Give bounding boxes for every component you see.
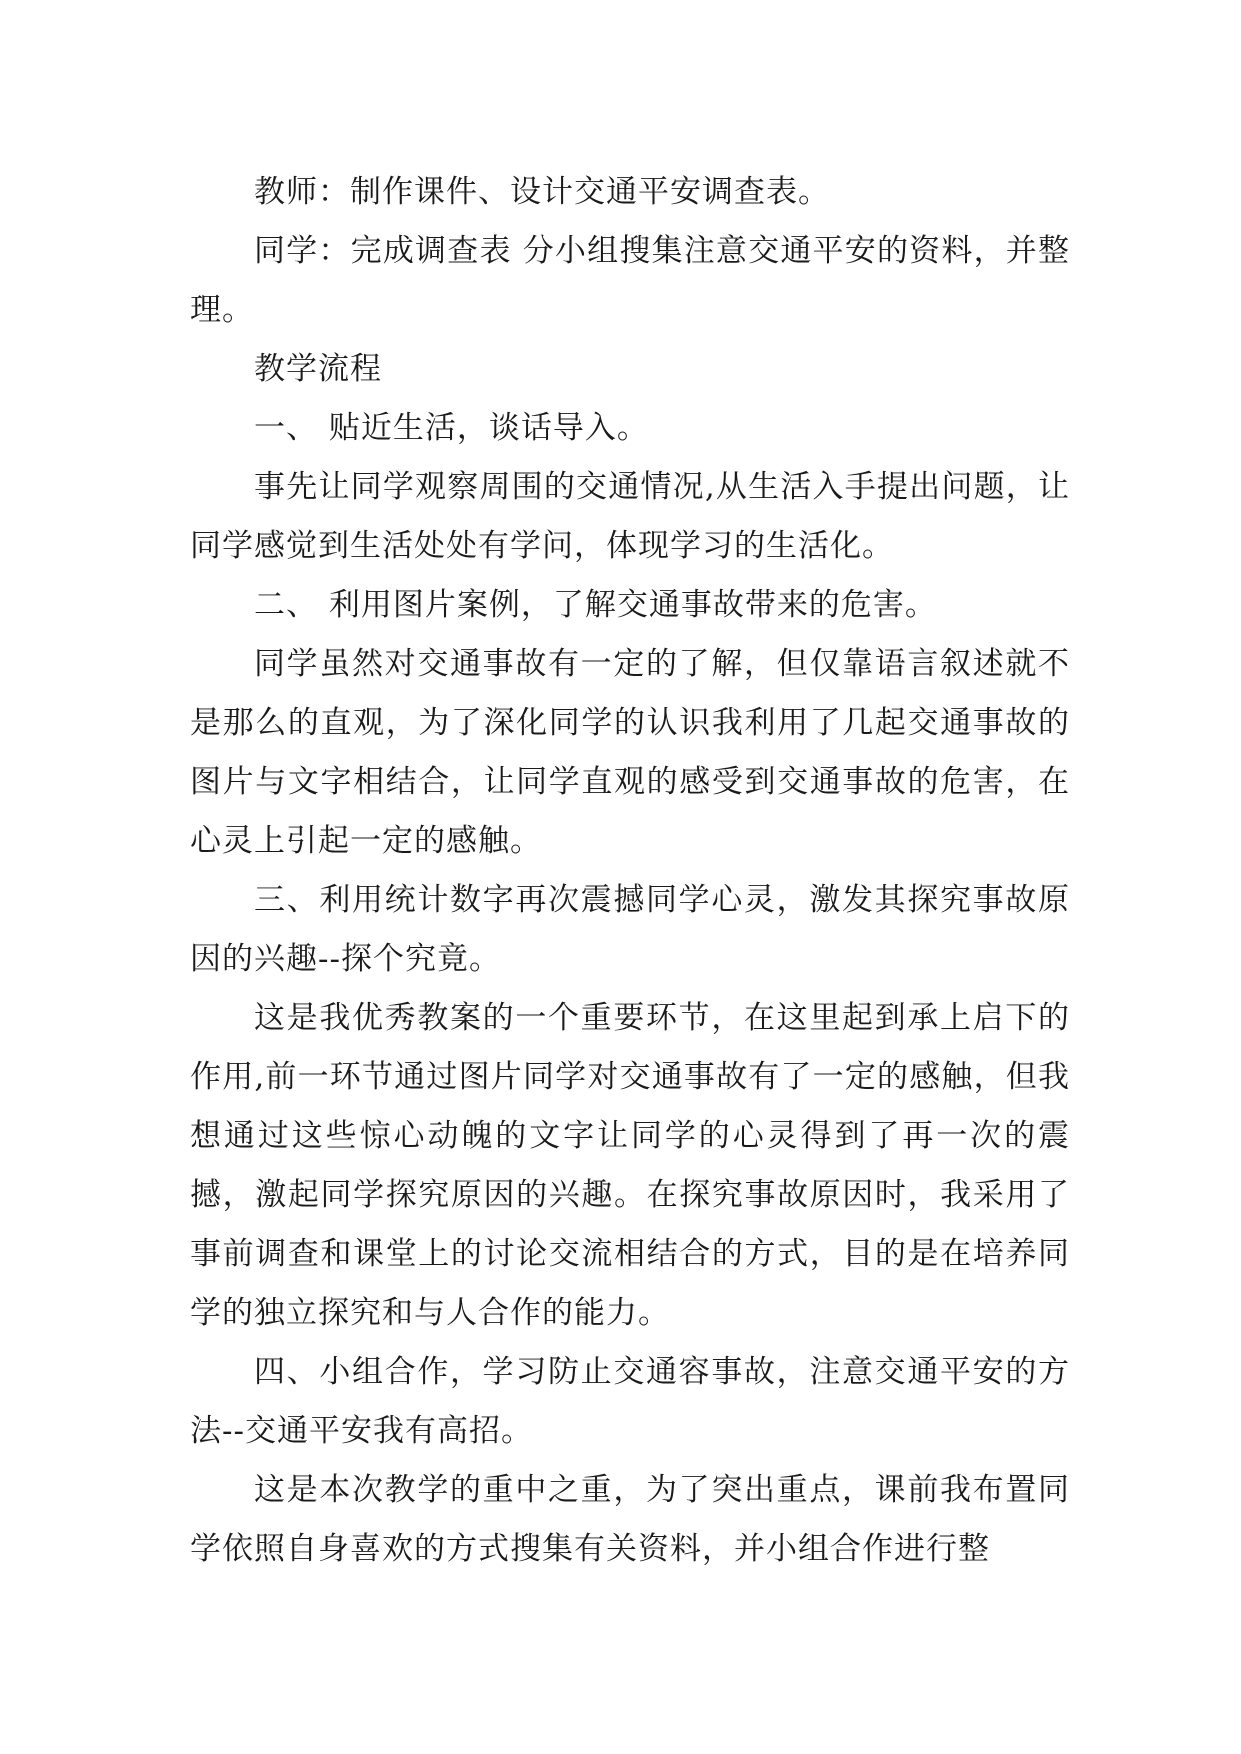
paragraph-step-two: 同学虽然对交通事故有一定的了解，但仅靠语言叙述就不是那么的直观，为了深化同学的认识我利用了几起交通事故的图片与文字相结合，让同学直观的感受到交通事故的危害，在心灵上引起一定的感触。	[190, 646, 1070, 859]
paragraph-student-prep: 同学：完成调查表 分小组搜集注意交通平安的资料，并整理。	[190, 233, 1070, 328]
paragraph-teacher-prep: 教师：制作课件、设计交通平安调查表。	[254, 174, 830, 210]
document-body	[190, 163, 1070, 1579]
paragraph-step-one: 事先让同学观察周围的交通情况,从生活入手提出问题，让同学感觉到生活处处有学问，体现学习的生活化。	[190, 469, 1070, 564]
paragraph-step-four: 这是本次教学的重中之重，为了突出重点，课前我布置同学依照自身喜欢的方式搜集有关资料，并小组合作进行整	[190, 1472, 1070, 1567]
heading-teaching-process: 教学流程	[254, 351, 382, 387]
paragraph-step-three: 这是我优秀教案的一个重要环节，在这里起到承上启下的作用,前一环节通过图片同学对交通事故有了一定的感触，但我想通过这些惊心动魄的文字让同学的心灵得到了再一次的震撼，激起同学探究原因的兴趣。在探究事故原因时，我采用了事前调查和课堂上的讨论交流相结合的方式，目的是在培养同学的独立探究和与人合作的能力。	[190, 1000, 1070, 1331]
heading-step-one: 一、 贴近生活，谈话导入。	[254, 410, 649, 446]
heading-step-three: 三、利用统计数字再次震撼同学心灵，激发其探究事故原因的兴趣--探个究竟。	[190, 882, 1070, 977]
heading-step-four: 四、小组合作，学习防止交通容事故，注意交通平安的方法--交通平安我有高招。	[190, 1354, 1070, 1449]
heading-step-two: 二、 利用图片案例，了解交通事故带来的危害。	[254, 587, 937, 623]
